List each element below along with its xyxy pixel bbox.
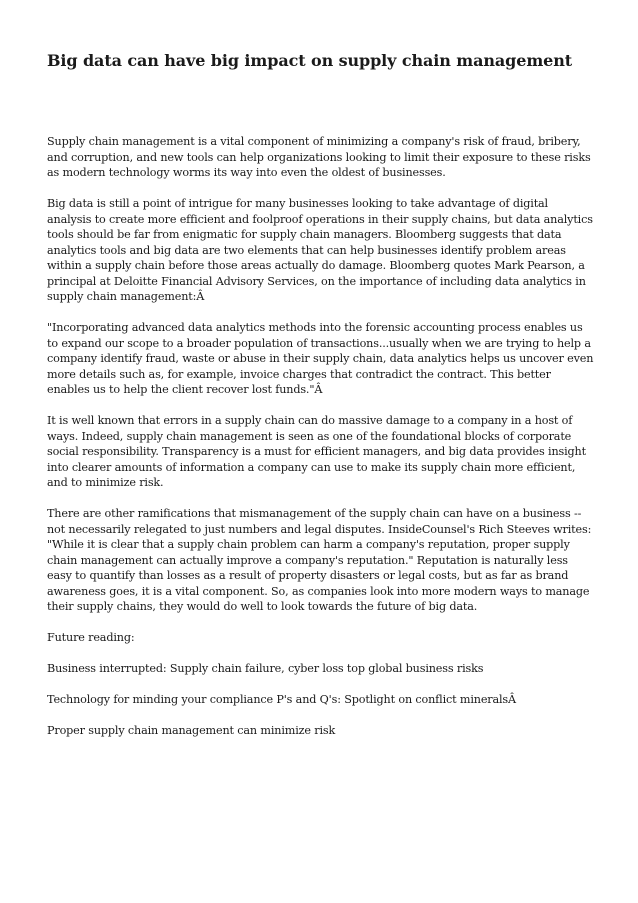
paragraph-intro: Supply chain management is a vital component of minimizing a company's risk of fraud, bribery, and corruption, and new tools can help organizations looking to limit their exposure to these risks as modern technology worms its way into even the oldest of businesses. (47, 135, 591, 179)
paragraph-quote: "Incorporating advanced data analytics methods into the forensic accounting process enables us to expand our scope to a broader population of transactions...usually when we are trying to help a company identify fraud, waste or abuse in their supply chain, data analytics helps us uncover even more details such as, for example, invoice charges that contradict the contract. This better enables us to help the client recover lost funds."Â (47, 321, 594, 396)
paragraph-errors: It is well known that errors in a supply chain can do massive damage to a company in a host of ways. Indeed, supply chain management is seen as one of the foundational blocks of corporate social responsibility. Transparency is a must for efficient managers, and big data provides insight into clearer amounts of information a company can use to make its supply chain more efficient, and to minimize risk. (47, 414, 586, 489)
reading-item-business-interrupted: Business interrupted: Supply chain failure, cyber loss top global business risks (47, 662, 484, 675)
document-title: Big data can have big impact on supply chain management (47, 51, 573, 70)
reading-item-compliance: Technology for minding your compliance P's and Q's: Spotlight on conflict mineralsÂ (47, 693, 516, 706)
paragraph-ramifications: There are other ramifications that mismanagement of the supply chain can have on a business -- not necessarily relegated to just numbers and legal disputes. InsideCounsel's Rich Steeves writes: "While it is clear that a supply chain problem can harm a company's reputation, proper supply chain management can actually improve a company's reputation." Reputation is naturally less easy to quantify than losses as a result of property disasters or legal costs, but as far as brand awareness goes, it is a vital component. So, as companies look into more modern ways to manage their supply chains, they would do well to look towards the future of big data. (47, 507, 592, 613)
reading-item-minimize-risk: Proper supply chain management can minimize risk (47, 724, 336, 737)
paragraph-big-data: Big data is still a point of intrigue for many businesses looking to take advantage of digital analysis to create more efficient and foolproof operations in their supply chains, but data analytics tools should be far from enigmatic for supply chain managers. Bloomberg suggests that data analytics tools and big data are two elements that can help businesses identify problem areas within a supply chain before those areas actually do damage. Bloomberg quotes Mark Pearson, a principal at Deloitte Financial Advisory Services, on the importance of including data analytics in supply chain management:Â (47, 197, 593, 303)
future-reading-heading: Future reading: (47, 631, 135, 644)
document-body (47, 134, 595, 754)
